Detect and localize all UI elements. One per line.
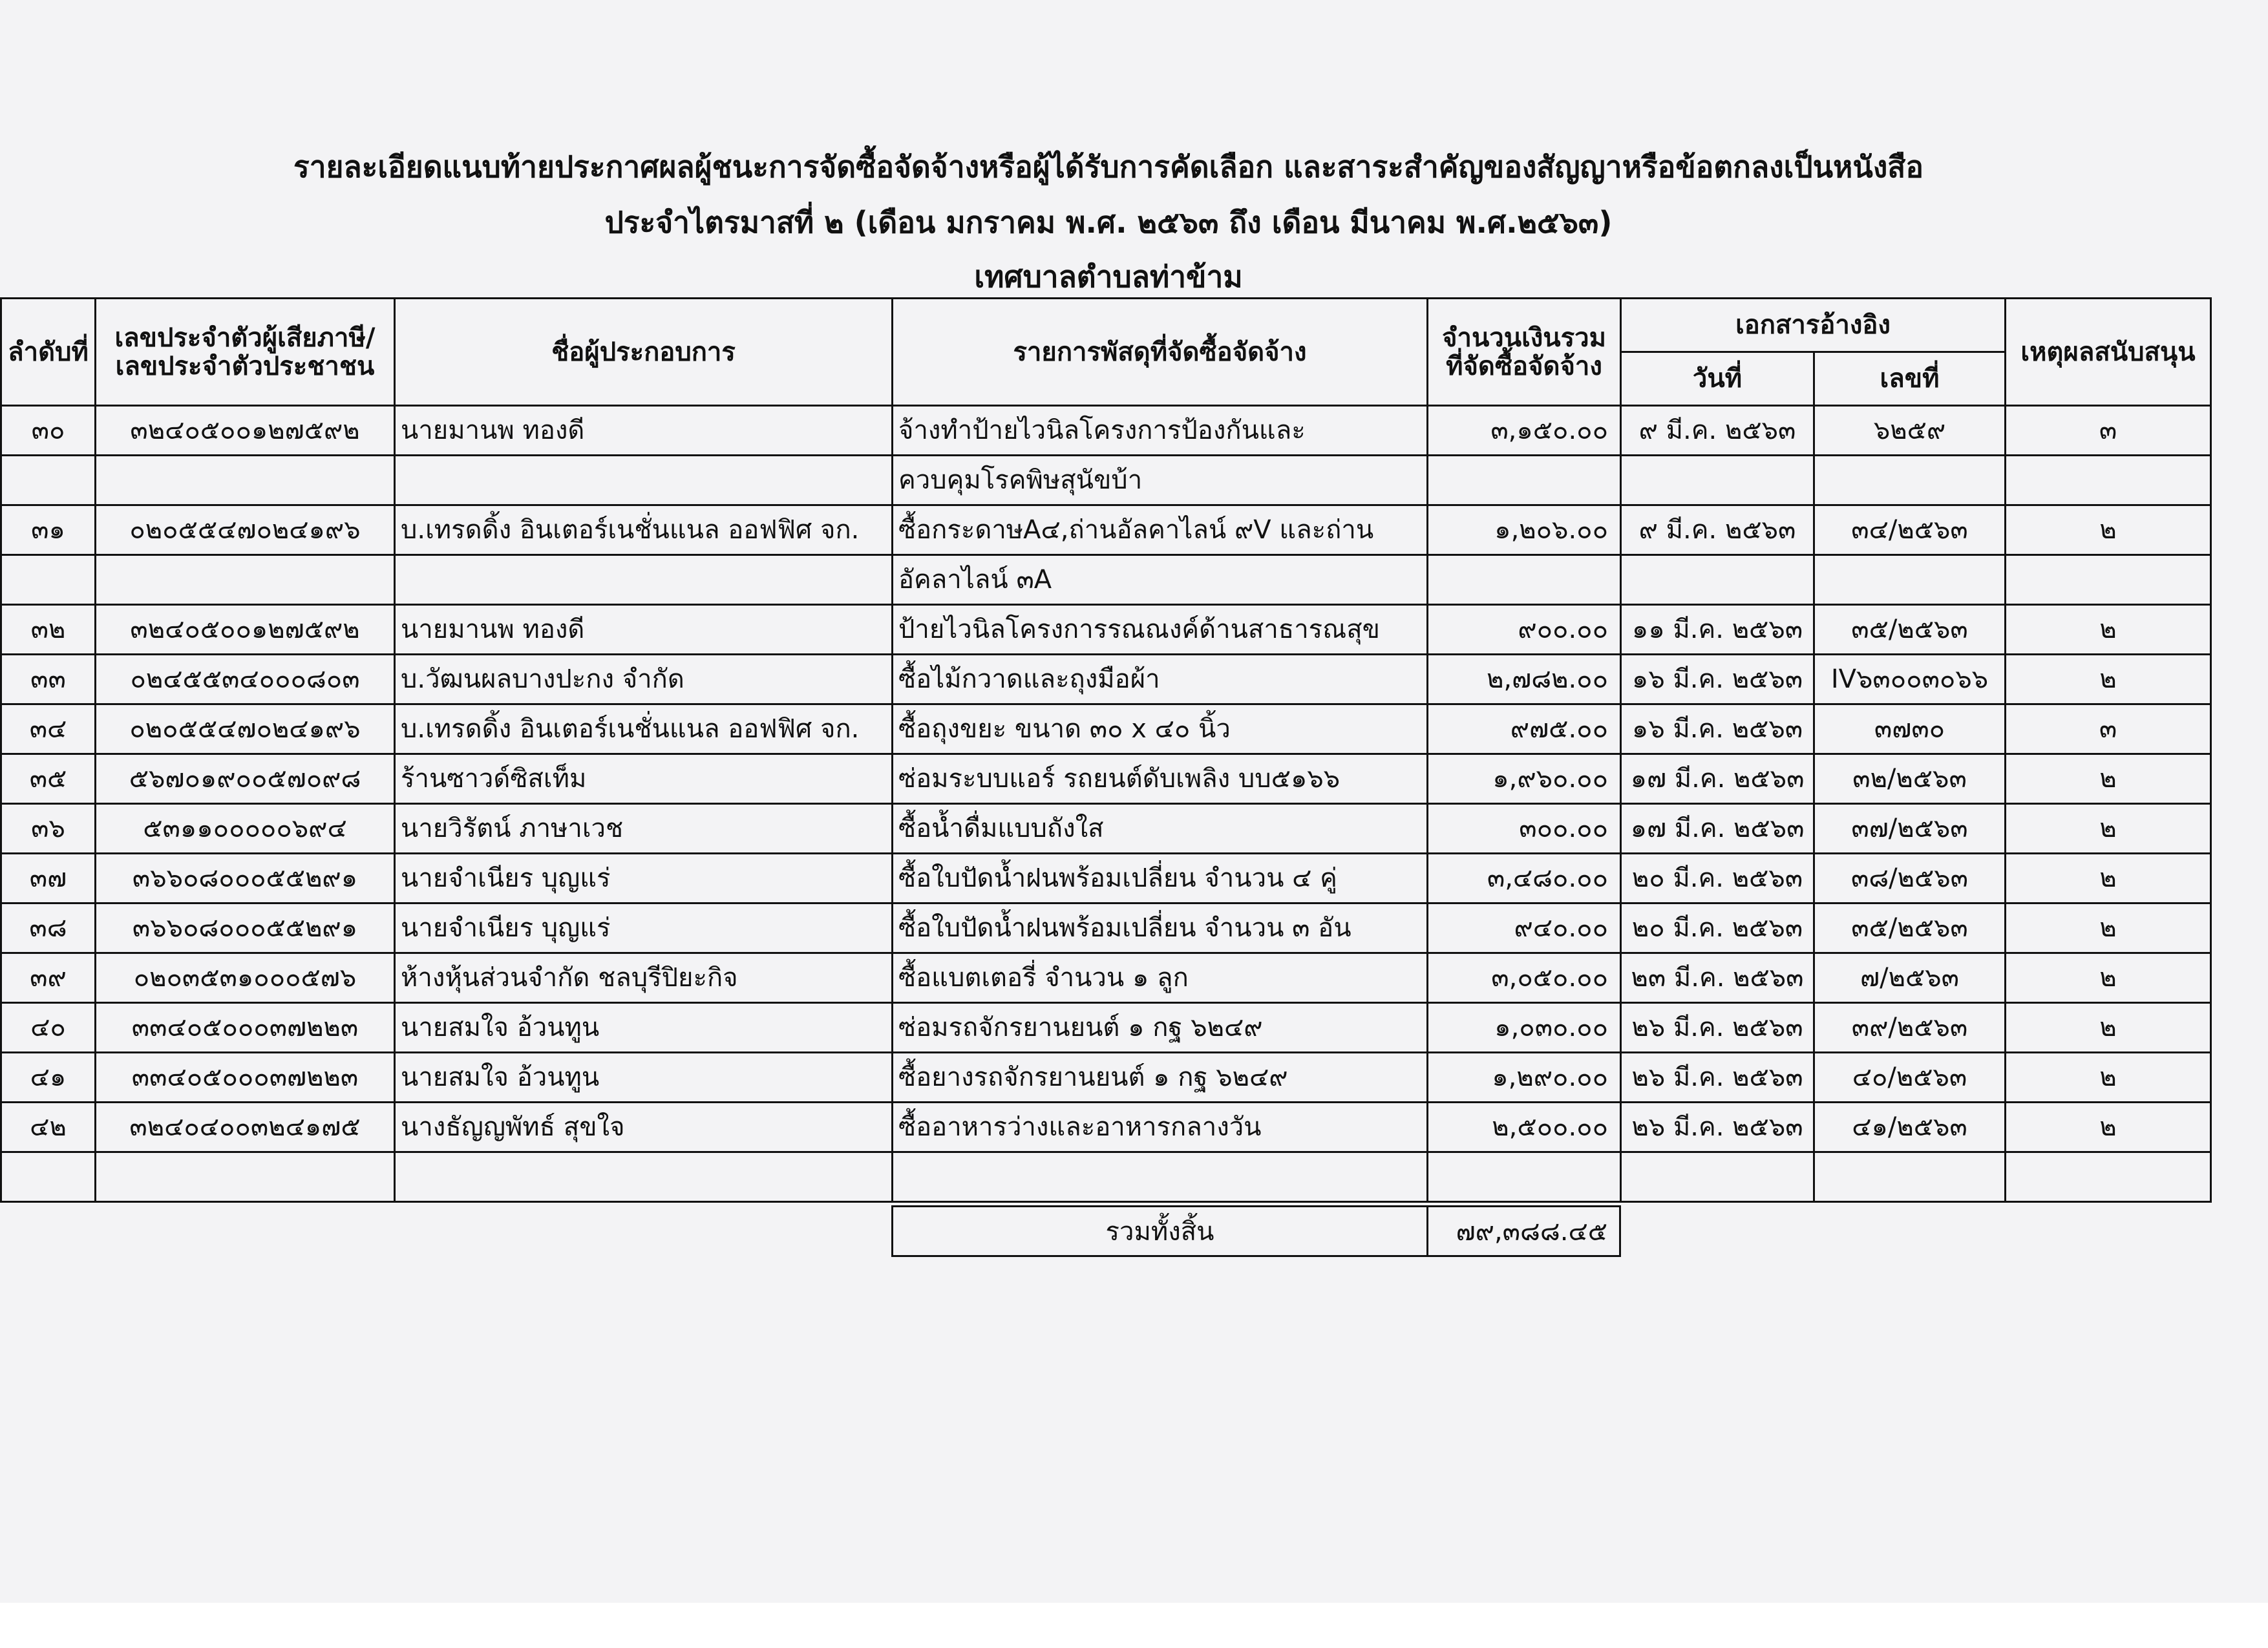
header-reason: เหตุผลสนับสนุน <box>2006 299 2211 406</box>
cell-docno <box>1814 456 2006 505</box>
cell-docno <box>1814 555 2006 605</box>
cell-docno: ๓๒/๒๕๖๓ <box>1814 754 2006 804</box>
header-amount-line1: จำนวนเงินรวม <box>1442 322 1606 353</box>
table-row <box>1 903 2211 953</box>
cell-item: ซื้อกระดาษA๔,ถ่านอัลคาไลน์ ๙V และถ่าน <box>893 505 1428 555</box>
header-amount <box>1428 299 1621 406</box>
cell-docno: ๔๐/๒๕๖๓ <box>1814 1053 2006 1103</box>
header-ref: เอกสารอ้างอิง <box>1621 299 2006 352</box>
cell-reason: ๒ <box>2006 1103 2211 1152</box>
table-row <box>1 804 2211 854</box>
cell-no: ๓๑ <box>1 505 96 555</box>
cell-no: ๔๐ <box>1 1003 96 1053</box>
cell-amount: ๑,๒๐๖.๐๐ <box>1428 505 1621 555</box>
cell-no: ๓๐ <box>1 406 96 456</box>
cell-taxid: ๐๒๐๕๕๔๗๐๒๔๑๙๖ <box>96 704 395 754</box>
cell-date: ๒๐ มี.ค. ๒๕๖๓ <box>1621 903 1814 953</box>
table-row <box>1 406 2211 456</box>
cell-docno: ๓๗/๒๕๖๓ <box>1814 804 2006 854</box>
header-vendor: ชื่อผู้ประกอบการ <box>395 299 893 406</box>
cell-item: ซื้อยางรถจักรยานยนต์ ๑ กฐ ๖๒๔๙ <box>893 1053 1428 1103</box>
cell-no: ๓๙ <box>1 953 96 1003</box>
cell-reason: ๒ <box>2006 1053 2211 1103</box>
cell-vendor: นายจำเนียร บุญแร่ <box>395 854 893 903</box>
cell-vendor: ร้านซาวด์ซิสเท็ม <box>395 754 893 804</box>
header-taxid <box>96 299 395 406</box>
cell-docno: ๓๗๓๐ <box>1814 704 2006 754</box>
cell-date: ๒๖ มี.ค. ๒๕๖๓ <box>1621 1053 1814 1103</box>
cell-docno: IV๖๓๐๐๓๐๖๖ <box>1814 655 2006 704</box>
cell-taxid: ๓๒๔๐๕๐๐๑๒๗๕๙๒ <box>96 406 395 456</box>
cell-date: ๑๗ มี.ค. ๒๕๖๓ <box>1621 804 1814 854</box>
cell-amount: ๑,๐๓๐.๐๐ <box>1428 1003 1621 1053</box>
total-table <box>891 1205 1621 1257</box>
cell-no: ๔๑ <box>1 1053 96 1103</box>
cell-date: ๒๖ มี.ค. ๒๕๖๓ <box>1621 1103 1814 1152</box>
cell-amount: ๑,๒๙๐.๐๐ <box>1428 1053 1621 1103</box>
cell-taxid: ๐๒๐๓๕๓๑๐๐๐๕๗๖ <box>96 953 395 1003</box>
table-row <box>1 953 2211 1003</box>
header-row <box>1 299 2211 352</box>
header-no: ลำดับที่ <box>1 299 96 406</box>
cell-amount: ๓๐๐.๐๐ <box>1428 804 1621 854</box>
cell-item: ซื้อไม้กวาดและถุงมือผ้า <box>893 655 1428 704</box>
cell-item <box>893 1152 1428 1202</box>
cell-taxid: ๕๓๑๑๐๐๐๐๐๖๙๔ <box>96 804 395 854</box>
cell-taxid <box>96 555 395 605</box>
table-row <box>1 605 2211 655</box>
cell-no: ๓๓ <box>1 655 96 704</box>
cell-vendor: นายสมใจ อ้วนทูน <box>395 1003 893 1053</box>
cell-vendor <box>395 555 893 605</box>
table-body <box>1 406 2211 1202</box>
cell-date: ๙ มี.ค. ๒๕๖๓ <box>1621 406 1814 456</box>
title-line-1: รายละเอียดแนบท้ายประกาศผลผู้ชนะการจัดซื้อจัดจ้างหรือผู้ได้รับการคัดเลือก และสาระสำคัญของสัญญาหรือข้อตกลงเป็นหนังสือ <box>293 149 1924 184</box>
procurement-table <box>0 297 2212 1203</box>
cell-no <box>1 1152 96 1202</box>
cell-vendor: นายมานพ ทองดี <box>395 605 893 655</box>
cell-amount: ๒,๕๐๐.๐๐ <box>1428 1103 1621 1152</box>
cell-reason: ๒ <box>2006 1003 2211 1053</box>
cell-item: อัคลาไลน์ ๓A <box>893 555 1428 605</box>
cell-amount <box>1428 555 1621 605</box>
cell-amount: ๙๗๕.๐๐ <box>1428 704 1621 754</box>
cell-vendor <box>395 456 893 505</box>
cell-date: ๑๖ มี.ค. ๒๕๖๓ <box>1621 655 1814 704</box>
header-amount-line2: ที่จัดซื้อจัดจ้าง <box>1446 351 1602 381</box>
cell-taxid: ๓๒๔๐๕๐๐๑๒๗๕๙๒ <box>96 605 395 655</box>
cell-item: ควบคุมโรคพิษสุนัขบ้า <box>893 456 1428 505</box>
cell-reason: ๒ <box>2006 605 2211 655</box>
header-taxid-line2: เลขประจำตัวประชาชน <box>115 351 375 381</box>
title-line-3: เทศบาลตำบลท่าข้าม <box>974 259 1243 294</box>
cell-item: ซื้อใบปัดน้ำฝนพร้อมเปลี่ยน จำนวน ๔ คู่ <box>893 854 1428 903</box>
cell-amount: ๓,๐๕๐.๐๐ <box>1428 953 1621 1003</box>
total-row <box>893 1207 1620 1256</box>
cell-reason <box>2006 456 2211 505</box>
cell-item: ป้ายไวนิลโครงการรณณงค์ด้านสาธารณสุข <box>893 605 1428 655</box>
table-row <box>1 1152 2211 1202</box>
cell-amount <box>1428 1152 1621 1202</box>
table-row <box>1 456 2211 505</box>
cell-item: ซ่อมรถจักรยานยนต์ ๑ กฐ ๖๒๔๙ <box>893 1003 1428 1053</box>
cell-no: ๓๕ <box>1 754 96 804</box>
cell-reason: ๒ <box>2006 754 2211 804</box>
cell-no: ๓๒ <box>1 605 96 655</box>
cell-date <box>1621 456 1814 505</box>
cell-no <box>1 456 96 505</box>
table-row <box>1 555 2211 605</box>
cell-docno: ๓๕/๒๕๖๓ <box>1814 605 2006 655</box>
cell-taxid: ๓๒๔๐๔๐๐๓๒๔๑๗๕ <box>96 1103 395 1152</box>
cell-docno: ๓๙/๒๕๖๓ <box>1814 1003 2006 1053</box>
cell-taxid: ๓๖๖๐๘๐๐๐๕๕๒๙๑ <box>96 903 395 953</box>
cell-date: ๑๗ มี.ค. ๒๕๖๓ <box>1621 754 1814 804</box>
cell-taxid <box>96 1152 395 1202</box>
header-item: รายการพัสดุที่จัดซื้อจัดจ้าง <box>893 299 1428 406</box>
cell-no: ๓๖ <box>1 804 96 854</box>
cell-item: ซื้อแบตเตอรี่ จำนวน ๑ ลูก <box>893 953 1428 1003</box>
cell-amount: ๑,๙๖๐.๐๐ <box>1428 754 1621 804</box>
cell-date: ๒๖ มี.ค. ๒๕๖๓ <box>1621 1003 1814 1053</box>
cell-reason: ๒ <box>2006 953 2211 1003</box>
cell-vendor: นายจำเนียร บุญแร่ <box>395 903 893 953</box>
cell-taxid: ๓๖๖๐๘๐๐๐๕๕๒๙๑ <box>96 854 395 903</box>
cell-docno: ๔๑/๒๕๖๓ <box>1814 1103 2006 1152</box>
cell-vendor: นางธัญญพัทธ์ สุขใจ <box>395 1103 893 1152</box>
cell-date: ๒๐ มี.ค. ๒๕๖๓ <box>1621 854 1814 903</box>
cell-taxid <box>96 456 395 505</box>
cell-vendor: ห้างหุ้นส่วนจำกัด ชลบุรีปิยะกิจ <box>395 953 893 1003</box>
cell-reason <box>2006 555 2211 605</box>
cell-reason: ๓ <box>2006 406 2211 456</box>
cell-date: ๑๑ มี.ค. ๒๕๖๓ <box>1621 605 1814 655</box>
cell-item: ซื้อถุงขยะ ขนาด ๓๐ x ๔๐ นิ้ว <box>893 704 1428 754</box>
cell-vendor: นายสมใจ อ้วนทูน <box>395 1053 893 1103</box>
cell-date: ๑๖ มี.ค. ๒๕๖๓ <box>1621 704 1814 754</box>
cell-docno: ๓๔/๒๕๖๓ <box>1814 505 2006 555</box>
cell-reason: ๒ <box>2006 505 2211 555</box>
cell-docno: ๓๕/๒๕๖๓ <box>1814 903 2006 953</box>
table-row <box>1 754 2211 804</box>
cell-docno: ๖๒๕๙ <box>1814 406 2006 456</box>
cell-no: ๓๘ <box>1 903 96 953</box>
cell-item: ซื้อใบปัดน้ำฝนพร้อมเปลี่ยน จำนวน ๓ อัน <box>893 903 1428 953</box>
cell-taxid: ๕๖๗๐๑๙๐๐๕๗๐๙๘ <box>96 754 395 804</box>
cell-taxid: ๓๓๔๐๕๐๐๐๓๗๒๒๓ <box>96 1053 395 1103</box>
cell-date <box>1621 1152 1814 1202</box>
cell-date <box>1621 555 1814 605</box>
cell-docno: ๓๘/๒๕๖๓ <box>1814 854 2006 903</box>
header-docno: เลขที่ <box>1814 352 2006 406</box>
cell-taxid: ๐๒๐๕๕๔๗๐๒๔๑๙๖ <box>96 505 395 555</box>
page-bottom-margin <box>0 1603 2268 1648</box>
table-row <box>1 704 2211 754</box>
table-row <box>1 1053 2211 1103</box>
cell-amount: ๙๐๐.๐๐ <box>1428 605 1621 655</box>
cell-no: ๓๔ <box>1 704 96 754</box>
cell-reason: ๒ <box>2006 903 2211 953</box>
cell-amount: ๓,๑๕๐.๐๐ <box>1428 406 1621 456</box>
cell-vendor: บ.เทรดดิ้ง อินเตอร์เนชั่นแนล ออฟฟิศ จก. <box>395 704 893 754</box>
cell-no: ๓๗ <box>1 854 96 903</box>
cell-item: จ้างทำป้ายไวนิลโครงการป้องกันและ <box>893 406 1428 456</box>
cell-item: ซ่อมระบบแอร์ รถยนต์ดับเพลิง บบ๕๑๖๖ <box>893 754 1428 804</box>
table-row <box>1 1003 2211 1053</box>
cell-amount: ๒,๗๘๒.๐๐ <box>1428 655 1621 704</box>
cell-amount <box>1428 456 1621 505</box>
cell-reason <box>2006 1152 2211 1202</box>
cell-item: ซื้ออาหารว่างและอาหารกลางวัน <box>893 1103 1428 1152</box>
cell-item: ซื้อน้ำดื่มแบบถังใส <box>893 804 1428 854</box>
table-row <box>1 655 2211 704</box>
cell-no: ๔๒ <box>1 1103 96 1152</box>
cell-date: ๙ มี.ค. ๒๕๖๓ <box>1621 505 1814 555</box>
table-row <box>1 854 2211 903</box>
cell-reason: ๒ <box>2006 854 2211 903</box>
title-line-2: ประจำไตรมาสที่ ๒ (เดือน มกราคม พ.ศ. ๒๕๖๓ ถึง เดือน มีนาคม พ.ศ.๒๕๖๓) <box>604 205 1613 240</box>
header-taxid-line1: เลขประจำตัวผู้เสียภาษี/ <box>114 322 376 353</box>
cell-taxid: ๐๒๔๕๕๓๔๐๐๐๘๐๓ <box>96 655 395 704</box>
cell-vendor: นายมานพ ทองดี <box>395 406 893 456</box>
cell-vendor <box>395 1152 893 1202</box>
cell-reason: ๒ <box>2006 804 2211 854</box>
cell-docno: ๗/๒๕๖๓ <box>1814 953 2006 1003</box>
cell-vendor: บ.วัฒนผลบางปะกง จำกัด <box>395 655 893 704</box>
total-label: รวมทั้งสิ้น <box>893 1207 1428 1256</box>
cell-date: ๒๓ มี.ค. ๒๕๖๓ <box>1621 953 1814 1003</box>
cell-docno <box>1814 1152 2006 1202</box>
cell-amount: ๓,๔๘๐.๐๐ <box>1428 854 1621 903</box>
table-row <box>1 1103 2211 1152</box>
total-amount: ๗๙,๓๘๘.๔๕ <box>1428 1207 1620 1256</box>
table-row <box>1 505 2211 555</box>
cell-amount: ๙๔๐.๐๐ <box>1428 903 1621 953</box>
cell-reason: ๓ <box>2006 704 2211 754</box>
cell-taxid: ๓๓๔๐๕๐๐๐๓๗๒๒๓ <box>96 1003 395 1053</box>
header-date: วันที่ <box>1621 352 1814 406</box>
cell-vendor: นายวิรัตน์ ภาษาเวช <box>395 804 893 854</box>
cell-no <box>1 555 96 605</box>
cell-vendor: บ.เทรดดิ้ง อินเตอร์เนชั่นแนล ออฟฟิศ จก. <box>395 505 893 555</box>
cell-reason: ๒ <box>2006 655 2211 704</box>
